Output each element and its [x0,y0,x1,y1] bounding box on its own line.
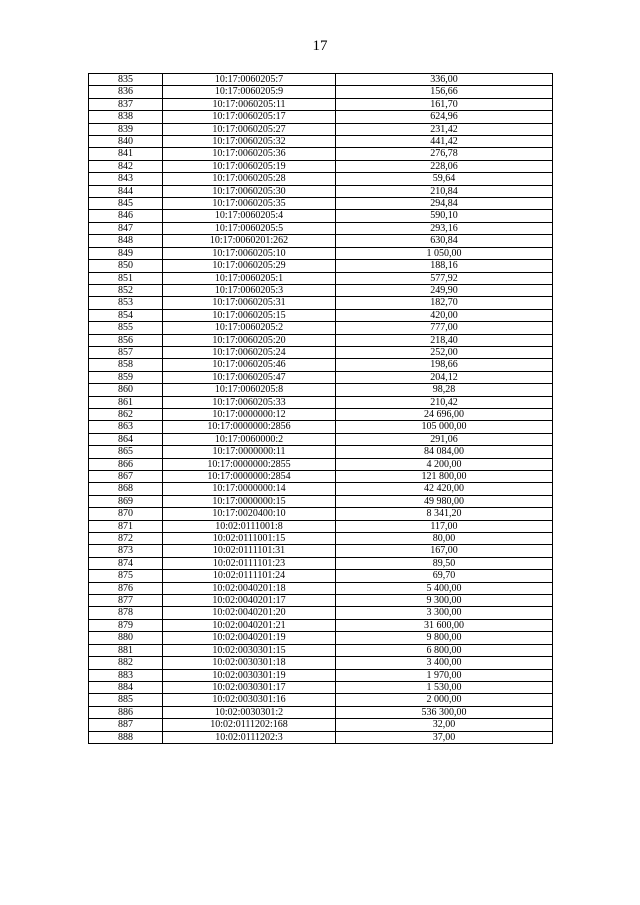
table-row [89,235,553,247]
cadastral-number-cell: 10:17:0060205:8 [163,384,336,396]
cadastral-number-cell: 10:17:0020400:10 [163,508,336,520]
table-row [89,582,553,594]
cadastral-number-cell: 10:17:0000000:11 [163,446,336,458]
cadastral-number-cell: 10:17:0060205:29 [163,260,336,272]
value-cell: 218,40 [336,334,553,346]
registry-table-body [89,74,553,744]
row-index-cell: 873 [89,545,163,557]
row-index-cell: 868 [89,483,163,495]
value-cell: 577,92 [336,272,553,284]
row-index-cell: 846 [89,210,163,222]
cadastral-number-cell: 10:17:0060205:19 [163,160,336,172]
table-row [89,396,553,408]
table-row [89,545,553,557]
table-row [89,210,553,222]
table-row [89,322,553,334]
cadastral-number-cell: 10:17:0060205:9 [163,86,336,98]
cadastral-number-cell: 10:17:0060205:4 [163,210,336,222]
cadastral-number-cell: 10:17:0000000:14 [163,483,336,495]
table-row [89,198,553,210]
row-index-cell: 854 [89,309,163,321]
row-index-cell: 867 [89,471,163,483]
value-cell: 228,06 [336,160,553,172]
value-cell: 294,84 [336,198,553,210]
cadastral-number-cell: 10:17:0060205:2 [163,322,336,334]
value-cell: 293,16 [336,222,553,234]
value-cell: 536 300,00 [336,706,553,718]
value-cell: 9 300,00 [336,595,553,607]
cadastral-number-cell: 10:02:0040201:17 [163,595,336,607]
cadastral-number-cell: 10:17:0060201:262 [163,235,336,247]
row-index-cell: 863 [89,421,163,433]
value-cell: 98,28 [336,384,553,396]
table-row [89,632,553,644]
row-index-cell: 864 [89,433,163,445]
row-index-cell: 835 [89,74,163,86]
cadastral-number-cell: 10:02:0111101:23 [163,557,336,569]
value-cell: 31 600,00 [336,619,553,631]
table-row [89,495,553,507]
value-cell: 291,06 [336,433,553,445]
value-cell: 188,16 [336,260,553,272]
value-cell: 49 980,00 [336,495,553,507]
row-index-cell: 841 [89,148,163,160]
row-index-cell: 876 [89,582,163,594]
value-cell: 231,42 [336,123,553,135]
value-cell: 336,00 [336,74,553,86]
cadastral-number-cell: 10:17:0060205:5 [163,222,336,234]
value-cell: 777,00 [336,322,553,334]
cadastral-number-cell: 10:17:0060205:36 [163,148,336,160]
table-row [89,222,553,234]
value-cell: 156,66 [336,86,553,98]
table-row [89,458,553,470]
value-cell: 32,00 [336,719,553,731]
table-row [89,446,553,458]
value-cell: 9 800,00 [336,632,553,644]
cadastral-number-cell: 10:02:0111202:168 [163,719,336,731]
table-row [89,657,553,669]
cadastral-number-cell: 10:17:0060205:7 [163,74,336,86]
row-index-cell: 860 [89,384,163,396]
cadastral-number-cell: 10:02:0111001:15 [163,533,336,545]
value-cell: 420,00 [336,309,553,321]
value-cell: 69,70 [336,570,553,582]
value-cell: 59,64 [336,173,553,185]
row-index-cell: 856 [89,334,163,346]
value-cell: 204,12 [336,371,553,383]
cadastral-number-cell: 10:02:0030301:18 [163,657,336,669]
table-row [89,185,553,197]
value-cell: 167,00 [336,545,553,557]
value-cell: 198,66 [336,359,553,371]
table-row [89,694,553,706]
row-index-cell: 878 [89,607,163,619]
table-row [89,570,553,582]
cadastral-number-cell: 10:17:0060205:24 [163,346,336,358]
value-cell: 80,00 [336,533,553,545]
table-row [89,607,553,619]
table-row [89,123,553,135]
table-row [89,371,553,383]
value-cell: 1 970,00 [336,669,553,681]
registry-table [88,73,553,744]
cadastral-number-cell: 10:17:0060205:30 [163,185,336,197]
row-index-cell: 844 [89,185,163,197]
row-index-cell: 882 [89,657,163,669]
row-index-cell: 850 [89,260,163,272]
row-index-cell: 837 [89,98,163,110]
cadastral-number-cell: 10:17:0060205:31 [163,297,336,309]
value-cell: 42 420,00 [336,483,553,495]
cadastral-number-cell: 10:02:0030301:2 [163,706,336,718]
cadastral-number-cell: 10:02:0111101:31 [163,545,336,557]
row-index-cell: 879 [89,619,163,631]
row-index-cell: 875 [89,570,163,582]
table-row [89,334,553,346]
value-cell: 624,96 [336,111,553,123]
row-index-cell: 865 [89,446,163,458]
value-cell: 37,00 [336,731,553,743]
cadastral-number-cell: 10:17:0060205:32 [163,136,336,148]
cadastral-number-cell: 10:02:0111202:3 [163,731,336,743]
row-index-cell: 855 [89,322,163,334]
table-row [89,384,553,396]
value-cell: 117,00 [336,520,553,532]
row-index-cell: 843 [89,173,163,185]
value-cell: 590,10 [336,210,553,222]
cadastral-number-cell: 10:02:0030301:19 [163,669,336,681]
table-row [89,260,553,272]
row-index-cell: 870 [89,508,163,520]
row-index-cell: 853 [89,297,163,309]
row-index-cell: 871 [89,520,163,532]
table-row [89,272,553,284]
value-cell: 3 300,00 [336,607,553,619]
row-index-cell: 851 [89,272,163,284]
table-row [89,86,553,98]
table-row [89,359,553,371]
row-index-cell: 852 [89,284,163,296]
value-cell: 1 530,00 [336,681,553,693]
table-row [89,483,553,495]
row-index-cell: 888 [89,731,163,743]
table-row [89,681,553,693]
row-index-cell: 885 [89,694,163,706]
row-index-cell: 880 [89,632,163,644]
cadastral-number-cell: 10:17:0060205:10 [163,247,336,259]
value-cell: 3 400,00 [336,657,553,669]
cadastral-number-cell: 10:17:0000000:2854 [163,471,336,483]
value-cell: 182,70 [336,297,553,309]
table-row [89,508,553,520]
table-row [89,595,553,607]
table-row [89,346,553,358]
value-cell: 210,84 [336,185,553,197]
cadastral-number-cell: 10:17:0000000:2856 [163,421,336,433]
row-index-cell: 847 [89,222,163,234]
row-index-cell: 842 [89,160,163,172]
table-row [89,148,553,160]
row-index-cell: 866 [89,458,163,470]
row-index-cell: 869 [89,495,163,507]
row-index-cell: 836 [89,86,163,98]
table-row [89,247,553,259]
cadastral-number-cell: 10:17:0000000:12 [163,408,336,420]
value-cell: 84 084,00 [336,446,553,458]
table-row [89,471,553,483]
value-cell: 4 200,00 [336,458,553,470]
table-row [89,98,553,110]
value-cell: 161,70 [336,98,553,110]
row-index-cell: 881 [89,644,163,656]
value-cell: 8 341,20 [336,508,553,520]
cadastral-number-cell: 10:02:0040201:18 [163,582,336,594]
table-row [89,731,553,743]
row-index-cell: 859 [89,371,163,383]
row-index-cell: 872 [89,533,163,545]
cadastral-number-cell: 10:17:0000000:2855 [163,458,336,470]
table-row [89,557,553,569]
row-index-cell: 838 [89,111,163,123]
cadastral-number-cell: 10:02:0030301:16 [163,694,336,706]
cadastral-number-cell: 10:02:0040201:21 [163,619,336,631]
table-row [89,669,553,681]
table-row [89,309,553,321]
cadastral-number-cell: 10:17:0060205:15 [163,309,336,321]
cadastral-number-cell: 10:17:0060205:3 [163,284,336,296]
cadastral-number-cell: 10:02:0030301:17 [163,681,336,693]
table-row [89,520,553,532]
cadastral-number-cell: 10:17:0060205:46 [163,359,336,371]
table-row [89,433,553,445]
value-cell: 6 800,00 [336,644,553,656]
cadastral-number-cell: 10:17:0060205:33 [163,396,336,408]
value-cell: 121 800,00 [336,471,553,483]
row-index-cell: 877 [89,595,163,607]
row-index-cell: 861 [89,396,163,408]
table-row [89,644,553,656]
table-row [89,408,553,420]
cadastral-number-cell: 10:17:0060205:11 [163,98,336,110]
row-index-cell: 858 [89,359,163,371]
value-cell: 5 400,00 [336,582,553,594]
value-cell: 249,90 [336,284,553,296]
table-row [89,619,553,631]
value-cell: 276,78 [336,148,553,160]
value-cell: 441,42 [336,136,553,148]
value-cell: 105 000,00 [336,421,553,433]
table-row [89,719,553,731]
table-row [89,533,553,545]
cadastral-number-cell: 10:02:0040201:20 [163,607,336,619]
value-cell: 1 050,00 [336,247,553,259]
table-row [89,160,553,172]
cadastral-number-cell: 10:17:0060205:28 [163,173,336,185]
cadastral-number-cell: 10:17:0060205:20 [163,334,336,346]
cadastral-number-cell: 10:02:0030301:15 [163,644,336,656]
row-index-cell: 874 [89,557,163,569]
cadastral-number-cell: 10:17:0060000:2 [163,433,336,445]
row-index-cell: 886 [89,706,163,718]
table-row [89,297,553,309]
row-index-cell: 887 [89,719,163,731]
value-cell: 252,00 [336,346,553,358]
row-index-cell: 845 [89,198,163,210]
cadastral-number-cell: 10:02:0040201:19 [163,632,336,644]
row-index-cell: 848 [89,235,163,247]
table-row [89,284,553,296]
row-index-cell: 883 [89,669,163,681]
cadastral-number-cell: 10:02:0111101:24 [163,570,336,582]
value-cell: 89,50 [336,557,553,569]
value-cell: 2 000,00 [336,694,553,706]
row-index-cell: 849 [89,247,163,259]
cadastral-number-cell: 10:17:0060205:27 [163,123,336,135]
page-number: 17 [312,38,328,54]
row-index-cell: 839 [89,123,163,135]
table-row [89,74,553,86]
row-index-cell: 884 [89,681,163,693]
table-row [89,706,553,718]
row-index-cell: 857 [89,346,163,358]
table-row [89,136,553,148]
value-cell: 210,42 [336,396,553,408]
value-cell: 24 696,00 [336,408,553,420]
cadastral-number-cell: 10:17:0060205:35 [163,198,336,210]
cadastral-number-cell: 10:17:0060205:17 [163,111,336,123]
cadastral-number-cell: 10:17:0000000:15 [163,495,336,507]
table-row [89,421,553,433]
cadastral-number-cell: 10:17:0060205:1 [163,272,336,284]
table-row [89,173,553,185]
table-row [89,111,553,123]
row-index-cell: 840 [89,136,163,148]
value-cell: 630,84 [336,235,553,247]
cadastral-number-cell: 10:17:0060205:47 [163,371,336,383]
cadastral-number-cell: 10:02:0111001:8 [163,520,336,532]
row-index-cell: 862 [89,408,163,420]
